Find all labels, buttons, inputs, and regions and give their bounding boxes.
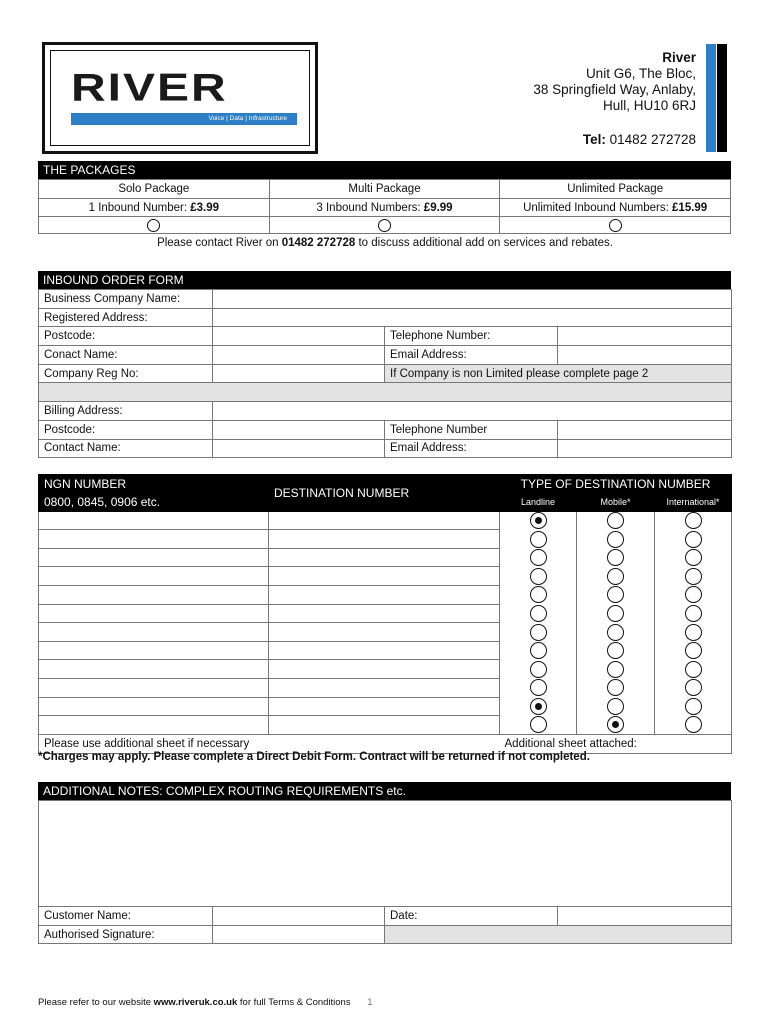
address-line-2: 38 Springfield Way, Anlaby,: [533, 82, 696, 97]
ngn-number-field[interactable]: [39, 548, 269, 567]
type-cell-international: [655, 697, 732, 716]
radio-mobile[interactable]: [607, 624, 624, 641]
website-link[interactable]: www.riveruk.co.uk: [153, 997, 238, 1008]
radio-mobile[interactable]: [607, 512, 624, 529]
billing-postcode-field[interactable]: [213, 420, 385, 439]
type-cell-international: [655, 679, 732, 698]
signature-grey-area: [385, 925, 732, 944]
radio-international[interactable]: [685, 586, 702, 603]
ngn-row: [39, 679, 732, 698]
type-col-landline: Landline: [500, 493, 577, 512]
ngn-row: [39, 641, 732, 660]
destination-number-field[interactable]: [269, 623, 500, 642]
business-name-field[interactable]: [213, 290, 732, 309]
type-cell-international: [655, 548, 732, 567]
package-radio-solo[interactable]: [147, 219, 160, 232]
company-name: River: [662, 50, 696, 65]
label-company-reg: Company Reg No:: [39, 364, 213, 383]
type-col-mobile: Mobile*: [577, 493, 655, 512]
page-number: 1: [367, 997, 373, 1008]
label-telephone: Telephone Number:: [385, 327, 558, 346]
customer-name-field[interactable]: [213, 907, 385, 926]
type-cell-mobile: [577, 679, 655, 698]
ngn-number-field[interactable]: [39, 697, 269, 716]
type-cell-landline: [500, 530, 577, 549]
label-contact-name: Conact Name:: [39, 346, 213, 365]
billing-telephone-field[interactable]: [558, 420, 732, 439]
ngn-row: [39, 697, 732, 716]
type-cell-mobile: [577, 586, 655, 605]
radio-international[interactable]: [685, 624, 702, 641]
radio-landline[interactable]: [530, 549, 547, 566]
radio-international[interactable]: [685, 531, 702, 548]
notes-section: [38, 782, 731, 944]
type-cell-international: [655, 641, 732, 660]
address-line-1: Unit G6, The Bloc,: [585, 66, 696, 81]
package-name-multi: Multi Package: [269, 180, 500, 199]
radio-mobile[interactable]: [607, 568, 624, 585]
package-name-unlimited: Unlimited Package: [500, 180, 731, 199]
radio-international[interactable]: [685, 512, 702, 529]
radio-international[interactable]: [685, 605, 702, 622]
postcode-field[interactable]: [213, 327, 385, 346]
type-cell-international: [655, 586, 732, 605]
destination-type-header: TYPE OF DESTINATION NUMBER: [500, 475, 732, 493]
type-cell-international: [655, 623, 732, 642]
label-registered-address: Registered Address:: [39, 308, 213, 327]
type-cell-mobile: [577, 660, 655, 679]
label-business-name: Business Company Name:: [39, 290, 213, 309]
ngn-number-field[interactable]: [39, 530, 269, 549]
label-email: Email Address:: [385, 346, 558, 365]
destination-number-field[interactable]: [269, 586, 500, 605]
type-cell-landline: [500, 511, 577, 530]
type-cell-landline: [500, 604, 577, 623]
ngn-row: [39, 548, 732, 567]
type-cell-international: [655, 530, 732, 549]
radio-mobile[interactable]: [607, 679, 624, 696]
packages-title: THE PACKAGES: [38, 161, 731, 179]
telephone-field[interactable]: [558, 327, 732, 346]
radio-landline[interactable]: [530, 512, 547, 529]
radio-landline[interactable]: [530, 624, 547, 641]
type-cell-mobile: [577, 548, 655, 567]
additional-sheet-attached: Additional sheet attached:: [500, 734, 732, 753]
ngn-row: [39, 530, 732, 549]
radio-international[interactable]: [685, 642, 702, 659]
ngn-number-field[interactable]: [39, 623, 269, 642]
label-billing-contact: Contact Name:: [39, 439, 213, 458]
company-reg-field[interactable]: [213, 364, 385, 383]
ngn-number-field[interactable]: [39, 511, 269, 530]
type-cell-mobile: [577, 604, 655, 623]
radio-mobile[interactable]: [607, 661, 624, 678]
type-cell-landline: [500, 697, 577, 716]
order-form-section: [38, 271, 731, 458]
type-cell-international: [655, 604, 732, 623]
ngn-number-field[interactable]: [39, 641, 269, 660]
type-cell-landline: [500, 623, 577, 642]
notes-title: ADDITIONAL NOTES: COMPLEX ROUTING REQUIREMENTS etc.: [38, 782, 731, 800]
type-cell-international: [655, 716, 732, 735]
additional-sheet-note: Please use additional sheet if necessary: [39, 734, 500, 753]
package-radio-multi[interactable]: [378, 219, 391, 232]
radio-mobile[interactable]: [607, 698, 624, 715]
destination-number-field[interactable]: [269, 697, 500, 716]
destination-number-field[interactable]: [269, 716, 500, 735]
radio-landline[interactable]: [530, 568, 547, 585]
destination-number-field[interactable]: [269, 567, 500, 586]
ngn-row: [39, 623, 732, 642]
ngn-number-field[interactable]: [39, 660, 269, 679]
radio-mobile[interactable]: [607, 605, 624, 622]
radio-mobile[interactable]: [607, 716, 624, 733]
radio-landline[interactable]: [530, 679, 547, 696]
ngn-number-field[interactable]: [39, 716, 269, 735]
ngn-number-field[interactable]: [39, 586, 269, 605]
label-date: Date:: [385, 907, 558, 926]
type-cell-mobile: [577, 511, 655, 530]
ngn-row: [39, 716, 732, 735]
logo-tagline: Voice | Data | Infrastructure: [71, 113, 297, 125]
type-cell-international: [655, 567, 732, 586]
package-desc-multi: 3 Inbound Numbers: £9.99: [269, 198, 500, 217]
ngn-row: [39, 567, 732, 586]
type-cell-mobile: [577, 623, 655, 642]
radio-mobile[interactable]: [607, 586, 624, 603]
ngn-section: [38, 474, 731, 754]
package-radio-cell-unlimited: [500, 217, 731, 234]
type-cell-mobile: [577, 567, 655, 586]
destination-number-field[interactable]: [269, 660, 500, 679]
label-billing-address: Billing Address:: [39, 402, 213, 421]
separator-row: [39, 383, 732, 402]
notes-textarea[interactable]: [39, 801, 732, 907]
type-cell-landline: [500, 679, 577, 698]
logo: [42, 42, 318, 154]
package-desc-solo: 1 Inbound Number: £3.99: [39, 198, 270, 217]
radio-landline[interactable]: [530, 661, 547, 678]
type-cell-landline: [500, 548, 577, 567]
radio-mobile[interactable]: [607, 531, 624, 548]
ngn-number-header: NGN NUMBER: [39, 475, 269, 493]
contact-name-field[interactable]: [213, 346, 385, 365]
label-billing-postcode: Postcode:: [39, 420, 213, 439]
label-billing-telephone: Telephone Number: [385, 420, 558, 439]
radio-mobile[interactable]: [607, 549, 624, 566]
destination-number-field[interactable]: [269, 511, 500, 530]
ngn-row: [39, 660, 732, 679]
type-cell-landline: [500, 567, 577, 586]
ngn-number-field[interactable]: [39, 679, 269, 698]
type-cell-landline: [500, 716, 577, 735]
package-name-solo: Solo Package: [39, 180, 270, 199]
radio-international[interactable]: [685, 568, 702, 585]
type-cell-international: [655, 511, 732, 530]
package-radio-cell-solo: [39, 217, 270, 234]
radio-mobile[interactable]: [607, 642, 624, 659]
radio-international[interactable]: [685, 716, 702, 733]
package-desc-unlimited: Unlimited Inbound Numbers: £15.99: [500, 198, 731, 217]
type-cell-landline: [500, 586, 577, 605]
type-cell-mobile: [577, 697, 655, 716]
ngn-row: [39, 511, 732, 530]
ngn-number-subheader: 0800, 0845, 0906 etc.: [39, 493, 269, 512]
label-customer-name: Customer Name:: [39, 907, 213, 926]
address-line-3: Hull, HU10 6RJ: [602, 98, 696, 113]
radio-international[interactable]: [685, 679, 702, 696]
accent-stripe-black: [717, 44, 727, 152]
type-cell-mobile: [577, 530, 655, 549]
billing-contact-field[interactable]: [213, 439, 385, 458]
type-cell-landline: [500, 641, 577, 660]
company-address: [533, 50, 696, 148]
order-form-title: INBOUND ORDER FORM: [38, 271, 731, 289]
package-radio-cell-multi: [269, 217, 500, 234]
ngn-number-field[interactable]: [39, 567, 269, 586]
charges-note: *Charges may apply. Please complete a Direct Debit Form. Contract will be returned if not completed.: [38, 751, 590, 763]
radio-international[interactable]: [685, 698, 702, 715]
signature-field[interactable]: [213, 925, 385, 944]
radio-landline[interactable]: [530, 531, 547, 548]
ngn-row: [39, 586, 732, 605]
date-field[interactable]: [558, 907, 732, 926]
company-telephone: Tel: 01482 272728: [582, 132, 696, 147]
label-postcode: Postcode:: [39, 327, 213, 346]
radio-landline[interactable]: [530, 716, 547, 733]
destination-number-field[interactable]: [269, 530, 500, 549]
radio-international[interactable]: [685, 549, 702, 566]
radio-landline[interactable]: [530, 605, 547, 622]
type-cell-mobile: [577, 716, 655, 735]
type-cell-international: [655, 660, 732, 679]
label-signature: Authorised Signature:: [39, 925, 213, 944]
destination-number-field[interactable]: [269, 679, 500, 698]
type-col-international: International*: [655, 493, 732, 512]
ngn-row: [39, 604, 732, 623]
destination-number-field[interactable]: [269, 548, 500, 567]
type-cell-landline: [500, 660, 577, 679]
label-billing-email: Email Address:: [385, 439, 558, 458]
registered-address-field[interactable]: [213, 308, 732, 327]
destination-number-header: DESTINATION NUMBER: [269, 475, 500, 512]
ngn-number-field[interactable]: [39, 604, 269, 623]
billing-email-field[interactable]: [558, 439, 732, 458]
package-radio-unlimited[interactable]: [609, 219, 622, 232]
ngn-rows: [39, 511, 732, 734]
destination-number-field[interactable]: [269, 641, 500, 660]
contact-note: Please contact River on 01482 272728 to discuss additional add on services and rebates.: [157, 237, 613, 249]
billing-address-field[interactable]: [213, 402, 732, 421]
logo-wordmark: RIVER: [71, 65, 228, 110]
type-cell-mobile: [577, 641, 655, 660]
radio-landline[interactable]: [530, 586, 547, 603]
radio-international[interactable]: [685, 661, 702, 678]
destination-number-field[interactable]: [269, 604, 500, 623]
email-field[interactable]: [558, 346, 732, 365]
footer: Please refer to our website www.riveruk.co.uk for full Terms & Conditions 1: [38, 997, 373, 1008]
non-limited-note: If Company is non Limited please complete page 2: [385, 364, 732, 383]
packages-section: [38, 161, 731, 234]
radio-landline[interactable]: [530, 698, 547, 715]
radio-landline[interactable]: [530, 642, 547, 659]
accent-stripe-blue: [706, 44, 716, 152]
